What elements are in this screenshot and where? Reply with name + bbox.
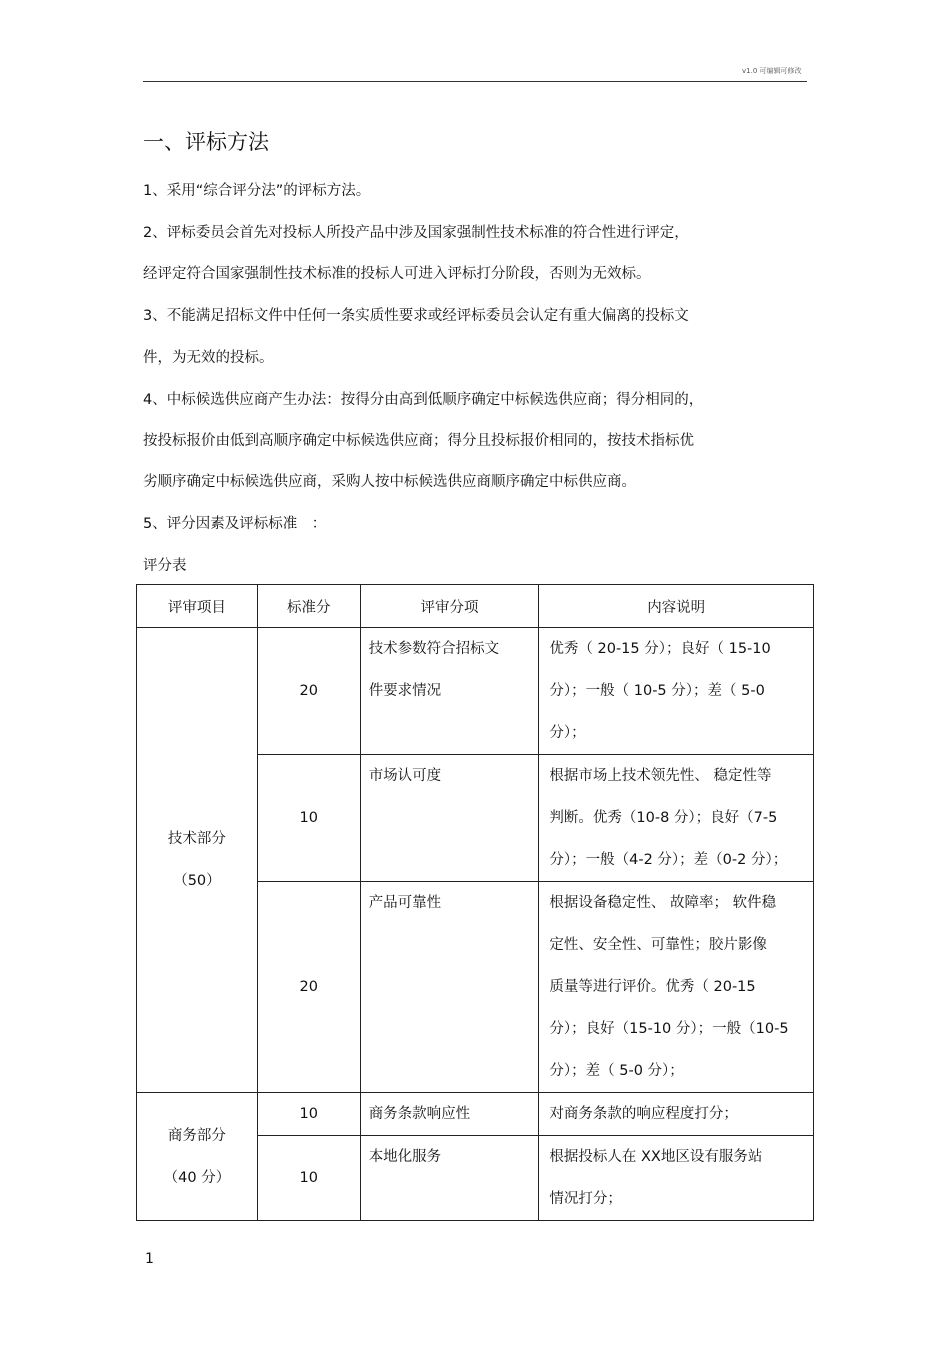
group-total: （50） xyxy=(173,873,221,889)
section-heading: 一、评标方法 xyxy=(143,130,269,154)
description-cell xyxy=(539,882,814,1093)
header-description: 内容说明 xyxy=(539,585,814,628)
description-line: 分）；差（ 5-0 分）； xyxy=(549,1063,684,1079)
group-technical xyxy=(137,628,258,1093)
description-line: 分）；一般（4-2 分）；差（0-2 分）； xyxy=(549,852,788,868)
sub-item-line: 技术参数符合招标文 xyxy=(368,641,500,657)
description-line: 判断。优秀（10-8 分）；良好（7-5 xyxy=(549,810,778,826)
scoring-table xyxy=(136,584,814,1221)
description-line: 分）； xyxy=(549,725,586,741)
paragraph-line: 件，为无效的投标。 xyxy=(143,350,274,366)
header-sub-item: 评审分项 xyxy=(360,585,539,628)
sub-item-cell xyxy=(360,755,539,882)
paragraph-line: 5、评分因素及评标标准 ： xyxy=(143,516,327,532)
description-line: 定性、安全性、可靠性；胶片影像 xyxy=(549,937,767,953)
description-line: 分）；一般（ 10-5 分）；差（ 5-0 xyxy=(549,683,765,699)
description-cell xyxy=(539,755,814,882)
description-line: 情况打分； xyxy=(549,1191,622,1207)
header-standard-score: 标准分 xyxy=(257,585,360,628)
score-cell: 20 xyxy=(257,628,360,755)
table-row xyxy=(137,628,814,755)
paragraph-line: 4、中标候选供应商产生办法：按得分由高到低顺序确定中标候选供应商；得分相同的， xyxy=(143,392,704,408)
sub-item-line: 产品可靠性 xyxy=(368,895,442,911)
paragraph-line: 2、评标委员会首先对投标人所投产品中涉及国家强制性技术标准的符合性进行评定， xyxy=(143,225,689,241)
paragraph-line: 劣顺序确定中标候选供应商，采购人按中标候选供应商顺序确定中标供应商。 xyxy=(143,474,636,490)
description-line: 根据市场上技术领先性、 稳定性等 xyxy=(549,768,772,784)
paragraph-line: 3、不能满足招标文件中任何一条实质性要求或经评标委员会认定有重大偏离的投标文 xyxy=(143,308,689,324)
description-cell xyxy=(539,1093,814,1136)
description-cell xyxy=(539,628,814,755)
paragraph-line: 按投标报价由低到高顺序确定中标候选供应商；得分且投标报价相同的，按技术指标优 xyxy=(143,433,694,449)
description-line: 根据投标人在 XX地区设有服务站 xyxy=(549,1149,763,1165)
group-name: 商务部分 xyxy=(167,1127,226,1144)
description-line: 优秀（ 20-15 分）；良好（ 15-10 xyxy=(549,641,771,657)
score-cell: 10 xyxy=(257,1136,360,1221)
score-cell: 10 xyxy=(257,755,360,882)
header-version-text: v1.0 可编辑可修改 xyxy=(742,67,802,75)
table-row xyxy=(137,1093,814,1136)
group-name: 技术部分 xyxy=(167,831,226,847)
group-total: （40 分） xyxy=(163,1169,231,1186)
page-number: 1 xyxy=(145,1251,154,1267)
sub-item-line: 市场认可度 xyxy=(368,768,442,784)
description-line: 对商务条款的响应程度打分； xyxy=(549,1106,738,1122)
score-cell: 20 xyxy=(257,882,360,1093)
sub-item-cell xyxy=(360,882,539,1093)
description-line: 质量等进行评价。优秀（ 20-15 xyxy=(549,979,756,995)
table-header-row xyxy=(137,585,814,628)
table-caption: 评分表 xyxy=(143,558,187,574)
description-line: 根据设备稳定性、 故障率； 软件稳 xyxy=(549,895,777,911)
sub-item-line: 本地化服务 xyxy=(368,1149,442,1165)
score-cell: 10 xyxy=(257,1093,360,1136)
sub-item-line: 商务条款响应性 xyxy=(368,1106,471,1122)
sub-item-cell xyxy=(360,628,539,755)
header-review-item: 评审项目 xyxy=(137,585,258,628)
sub-item-cell xyxy=(360,1093,539,1136)
paragraph-line: 经评定符合国家强制性技术标准的投标人可进入评标打分阶段，否则为无效标。 xyxy=(143,266,651,282)
description-cell xyxy=(539,1136,814,1221)
description-line: 分）；良好（15-10 分）；一般（10-5 xyxy=(549,1021,789,1037)
header-rule xyxy=(143,81,807,82)
paragraph-line: 1、采用“综合评分法”的评标方法。 xyxy=(143,183,371,199)
sub-item-line: 件要求情况 xyxy=(368,683,442,699)
sub-item-cell xyxy=(360,1136,539,1221)
group-business xyxy=(137,1093,258,1221)
